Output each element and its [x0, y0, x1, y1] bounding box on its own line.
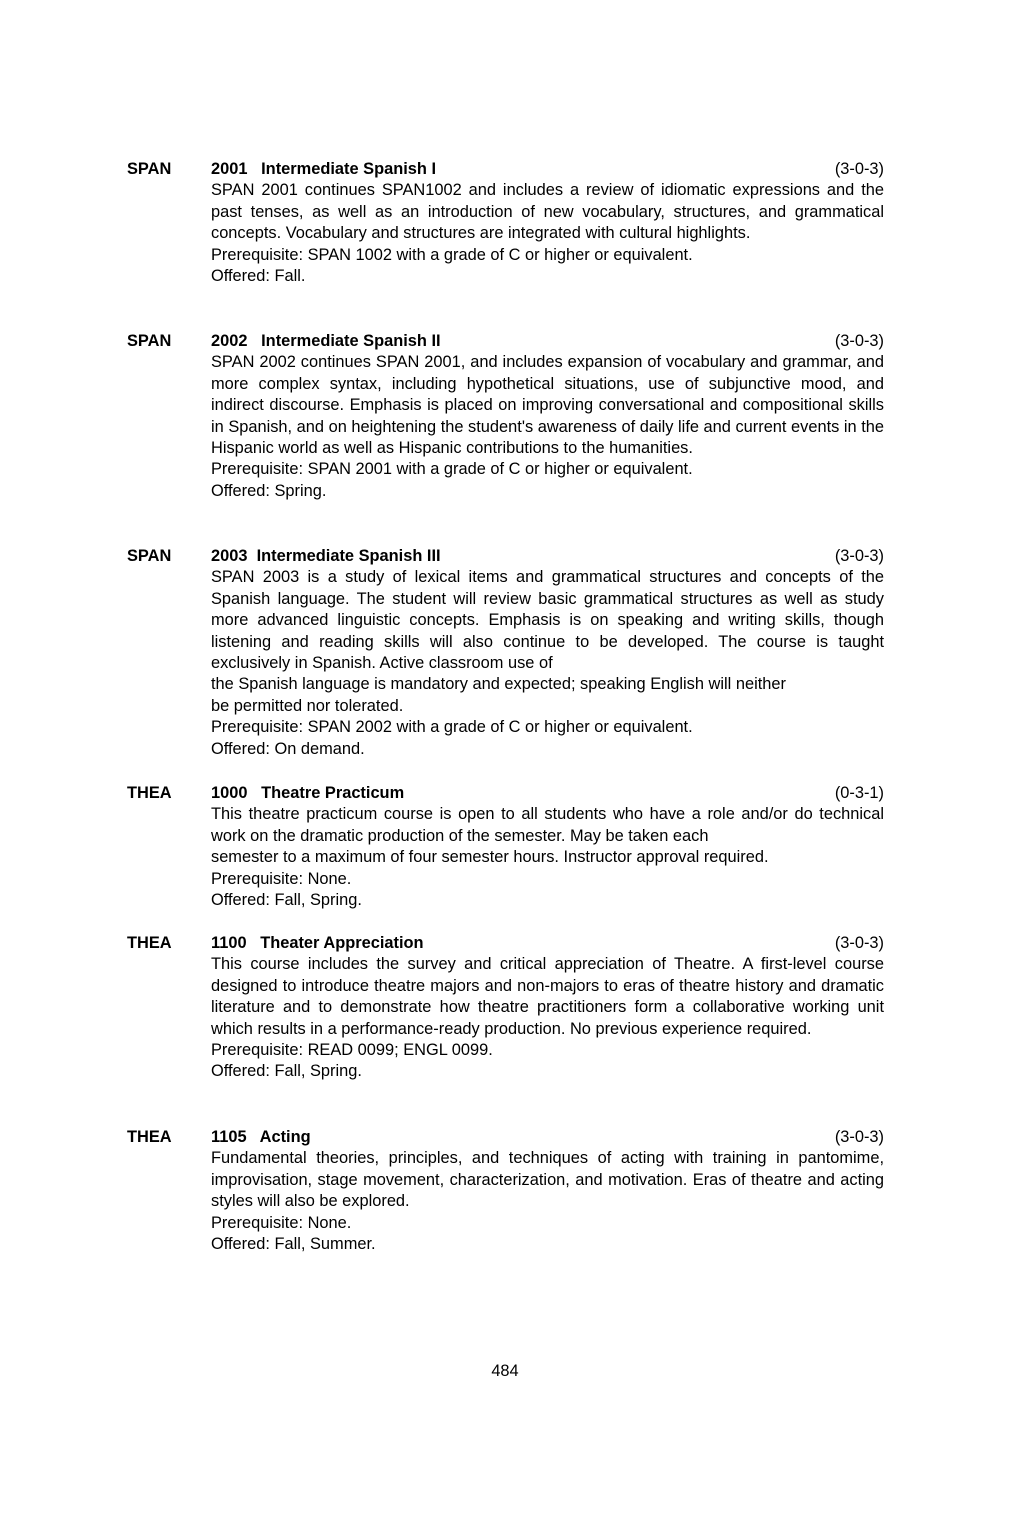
- course-description-line: the Spanish language is mandatory and expected; speaking English will neither: [211, 675, 786, 694]
- course-description: SPAN 2002 continues SPAN 2001, and includes expansion of vocabulary and grammar, and more complex syntax, including hypothetical situations, use of subjunctive mood, and indirect discourse. Emphasis is placed on improving conversational and compositional skills in Spanish, and on heightening the student's awareness of daily life and current events in the Hispanic world as well as Hispanic contributions to the humanities.: [211, 353, 884, 458]
- course-body: [211, 804, 884, 911]
- course-offered: Offered: Fall, Spring.: [211, 1062, 362, 1081]
- course-number-title: 1100 Theater Appreciation: [211, 934, 424, 952]
- course-prerequisite: Prerequisite: SPAN 2001 with a grade of C or higher or equivalent.: [211, 460, 693, 479]
- course-credits: (3-0-3): [834, 160, 884, 178]
- course-offered: Offered: Fall, Spring.: [211, 891, 362, 910]
- course-heading: [127, 546, 884, 567]
- course-credits: (3-0-3): [834, 332, 884, 350]
- course-entry-thea-1100: [127, 933, 884, 1083]
- course-entry-span-2001: [127, 159, 884, 287]
- course-body: [211, 352, 884, 502]
- course-heading: [127, 159, 884, 180]
- course-department: THEA: [127, 1128, 172, 1146]
- course-credits: (0-3-1): [834, 784, 884, 802]
- course-number-title: 2002 Intermediate Spanish II: [211, 332, 441, 350]
- course-prerequisite: Prerequisite: SPAN 1002 with a grade of C or higher or equivalent.: [211, 245, 693, 264]
- course-department: THEA: [127, 784, 172, 802]
- course-credits: (3-0-3): [834, 1128, 884, 1146]
- course-offered: Offered: Fall.: [211, 267, 306, 286]
- course-description: This theatre practicum course is open to all students who have a role and/or do technical work on the dramatic production of the semester. May be taken each: [211, 805, 884, 845]
- course-heading: [127, 933, 884, 954]
- course-description: Fundamental theories, principles, and techniques of acting with training in pantomime, improvisation, stage movement, characterization, and motivation. Eras of theatre and acting styles will also be explored.: [211, 1149, 884, 1211]
- course-prerequisite: Prerequisite: None.: [211, 1213, 352, 1232]
- course-body: [211, 954, 884, 1082]
- course-department: SPAN: [127, 332, 172, 350]
- course-department: SPAN: [127, 547, 172, 565]
- course-credits: (3-0-3): [834, 934, 884, 952]
- course-body: [211, 1148, 884, 1255]
- course-heading: [127, 331, 884, 352]
- course-credits: (3-0-3): [834, 547, 884, 565]
- course-prerequisite: Prerequisite: SPAN 2002 with a grade of C or higher or equivalent.: [211, 718, 693, 737]
- course-description: SPAN 2003 is a study of lexical items and grammatical structures and concepts of the Spanish language. The student will review basic grammatical structures as well as study more advanced linguistic concepts. Emphasis is on speaking and writing skills, though listening and reading skills will also continue to be developed. The course is taught exclusively in Spanish. Active classroom use of: [211, 568, 884, 673]
- course-offered: Offered: Spring.: [211, 481, 327, 500]
- course-prerequisite: Prerequisite: READ 0099; ENGL 0099.: [211, 1041, 493, 1060]
- course-prerequisite: Prerequisite: None.: [211, 869, 352, 888]
- course-body: [211, 567, 884, 760]
- course-description-line: semester to a maximum of four semester hours. Instructor approval required.: [211, 848, 769, 867]
- course-heading: [127, 783, 884, 804]
- course-offered: Offered: On demand.: [211, 739, 365, 758]
- course-department: THEA: [127, 934, 172, 952]
- course-description: SPAN 2001 continues SPAN1002 and includes a review of idiomatic expressions and the past tenses, as well as an introduction of new vocabulary, structures, and grammatical concepts. Vocabulary and structures are integrated with cultural highlights.: [211, 181, 884, 243]
- course-number-title: 2001 Intermediate Spanish I: [211, 160, 437, 178]
- course-offered: Offered: Fall, Summer.: [211, 1235, 376, 1254]
- page-number: 484: [491, 1362, 519, 1380]
- course-entry-span-2002: [127, 331, 884, 502]
- course-department: SPAN: [127, 160, 172, 178]
- course-heading: [127, 1127, 884, 1148]
- course-entry-thea-1000: [127, 783, 884, 911]
- course-description: This course includes the survey and critical appreciation of Theatre. A first-level course designed to introduce theatre majors and non-majors to eras of theatre history and dramatic literature and to demonstrate how theatre practitioners form a collaborative working unit which results in a performance-ready production. No previous experience required.: [211, 955, 884, 1038]
- course-description-line: be permitted nor tolerated.: [211, 696, 404, 715]
- course-body: [211, 180, 884, 287]
- course-number-title: 1000 Theatre Practicum: [211, 784, 405, 802]
- course-entry-thea-1105: [127, 1127, 884, 1255]
- course-entry-span-2003: [127, 546, 884, 760]
- course-number-title: 2003 Intermediate Spanish III: [211, 547, 441, 565]
- course-number-title: 1105 Acting: [211, 1128, 311, 1146]
